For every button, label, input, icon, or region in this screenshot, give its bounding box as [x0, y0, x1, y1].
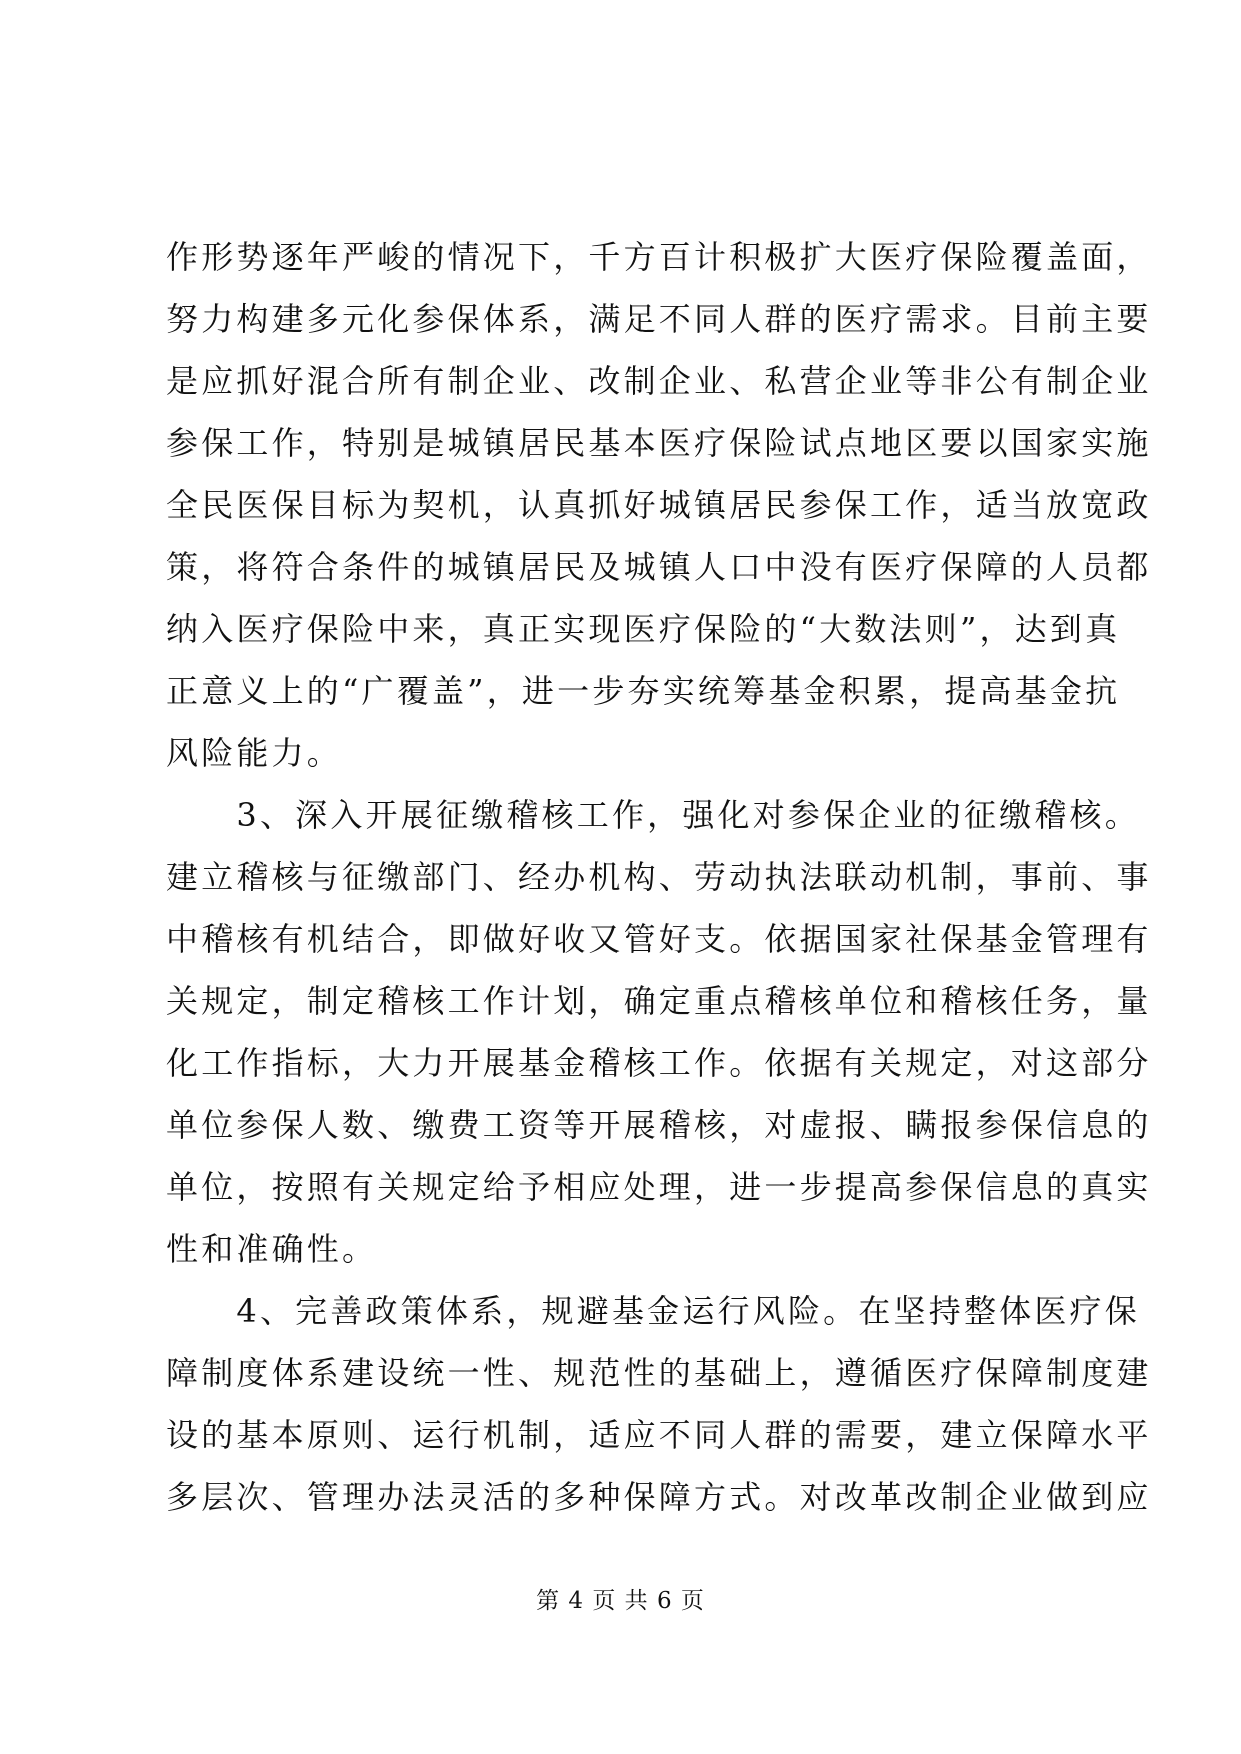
- text-line: 化工作指标，大力开展基金稽核工作。依据有关规定，对这部分: [166, 1044, 1152, 1082]
- text-line: 3、深入开展征缴稽核工作，强化对参保企业的征缴稽核。: [166, 796, 1140, 834]
- text-line: 单位，按照有关规定给予相应处理，进一步提高参保信息的真实: [166, 1168, 1152, 1206]
- text-line: 多层次、管理办法灵活的多种保障方式。对改革改制企业做到应: [166, 1478, 1152, 1516]
- text-line: 中稽核有机结合，即做好收又管好支。依据国家社保基金管理有: [166, 920, 1152, 958]
- page-number-footer: 第 4 页 共 6 页: [536, 1588, 705, 1614]
- text-line: 作形势逐年严峻的情况下，千方百计积极扩大医疗保险覆盖面，: [166, 238, 1152, 276]
- text-line: 建立稽核与征缴部门、经办机构、劳动执法联动机制，事前、事: [166, 858, 1152, 896]
- text-line: 策，将符合条件的城镇居民及城镇人口中没有医疗保障的人员都: [166, 548, 1152, 586]
- text-line: 性和准确性。: [166, 1230, 378, 1268]
- text-line: 障制度体系建设统一性、规范性的基础上，遵循医疗保障制度建: [166, 1354, 1152, 1392]
- text-line: 纳入医疗保险中来，真正实现医疗保险的“大数法则”，达到真: [166, 610, 1121, 648]
- text-line: 风险能力。: [166, 734, 343, 772]
- text-line: 关规定，制定稽核工作计划，确定重点稽核单位和稽核任务，量: [166, 982, 1152, 1020]
- text-line: 设的基本原则、运行机制，适应不同人群的需要，建立保障水平: [166, 1416, 1152, 1454]
- text-line: 努力构建多元化参保体系，满足不同人群的医疗需求。目前主要: [166, 300, 1152, 338]
- text-line: 单位参保人数、缴费工资等开展稽核，对虚报、瞒报参保信息的: [166, 1106, 1152, 1144]
- text-line: 全民医保目标为契机，认真抓好城镇居民参保工作，适当放宽政: [166, 486, 1152, 524]
- body-text: [166, 226, 1152, 1528]
- text-line: 4、完善政策体系，规避基金运行风险。在坚持整体医疗保: [166, 1292, 1140, 1330]
- text-line: 正意义上的“广覆盖”，进一步夯实统筹基金积累，提高基金抗: [166, 672, 1121, 710]
- text-line: 是应抓好混合所有制企业、改制企业、私营企业等非公有制企业: [166, 362, 1152, 400]
- text-line: 参保工作，特别是城镇居民基本医疗保险试点地区要以国家实施: [166, 424, 1152, 462]
